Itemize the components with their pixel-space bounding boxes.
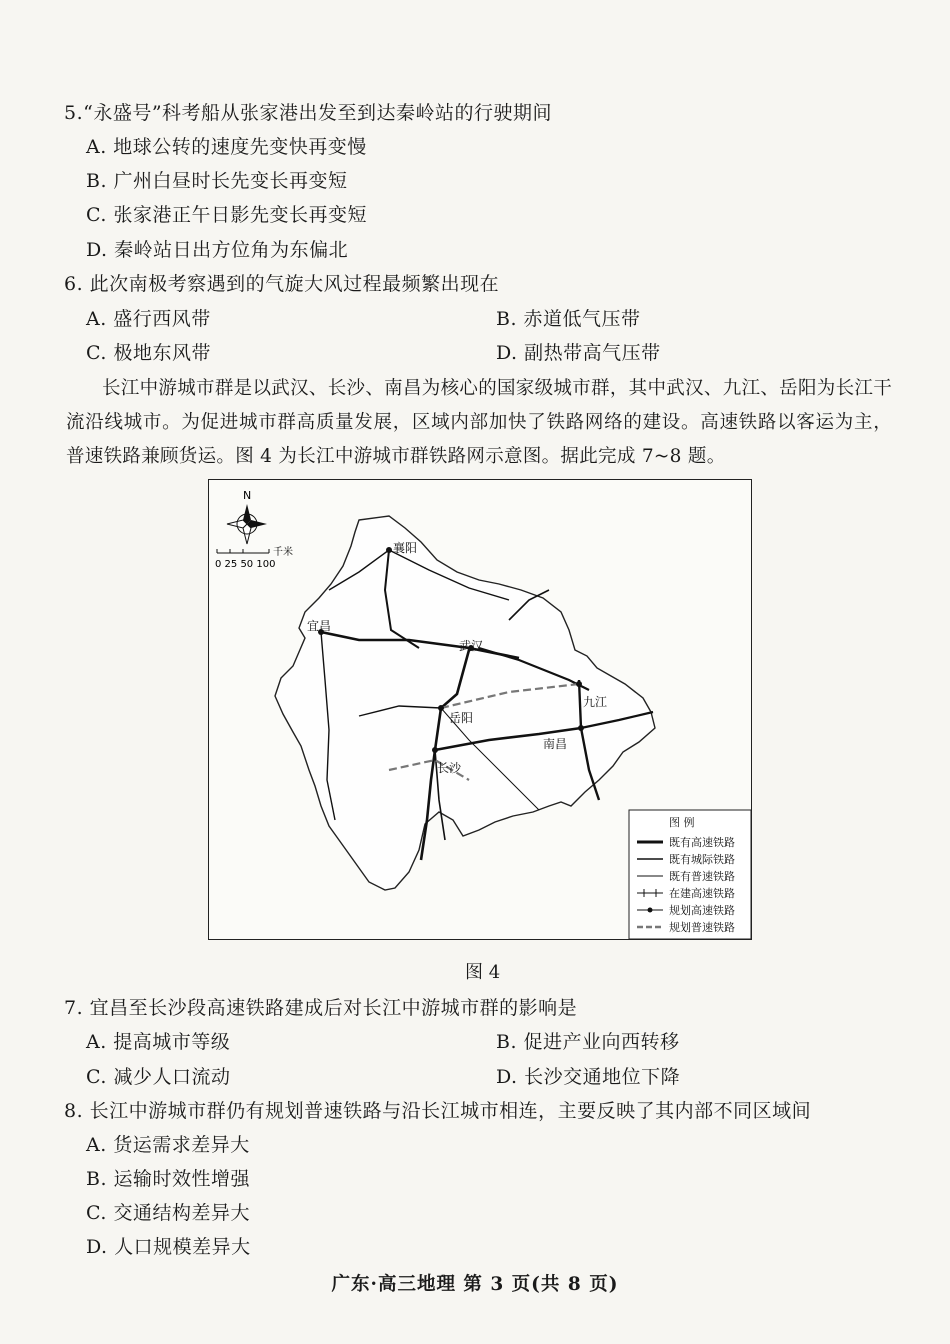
legend-item-existing-hsr: 既有高速铁路: [669, 836, 735, 849]
question-7-option-c: C. 减少人口流动: [86, 1066, 231, 1088]
question-8-option-a: A. 货运需求差异大: [86, 1134, 250, 1156]
legend-item-planned-hsr: 规划高速铁路: [669, 904, 735, 917]
legend-title: 图 例: [669, 816, 695, 829]
question-6-option-a: A. 盛行西风带: [86, 308, 211, 330]
question-8-stem: 8. 长江中游城市群仍有规划普速铁路与沿长江城市相连，主要反映了其内部不同区域间: [64, 1100, 812, 1122]
city-label-wuhan: 武汉: [459, 639, 484, 653]
city-dot-yueyang: [438, 705, 444, 711]
legend-item-existing-conventional: 既有普速铁路: [669, 870, 735, 883]
city-dot-nanchang: [578, 725, 584, 731]
figure-caption: 图 4: [465, 962, 501, 983]
legend-item-building-hsr: 在建高速铁路: [669, 887, 735, 900]
question-6-option-c: C. 极地东风带: [86, 342, 211, 364]
scale-ticks: 0 25 50 100: [215, 559, 276, 570]
north-label: N: [243, 489, 252, 502]
question-5-option-a: A. 地球公转的速度先变快再变慢: [86, 136, 367, 158]
legend-item-existing-intercity: 既有城际铁路: [669, 853, 735, 866]
question-7-option-a: A. 提高城市等级: [86, 1031, 231, 1053]
city-label-yichang: 宜昌: [307, 619, 332, 633]
scale-unit: 千米: [273, 547, 293, 558]
scale-bar: [215, 545, 293, 570]
legend-item-planned-conventional: 规划普速铁路: [669, 921, 735, 934]
question-7-option-d: D. 长沙交通地位下降: [496, 1066, 681, 1088]
page-footer: 广东·高三地理 第 3 页(共 8 页): [331, 1274, 619, 1295]
question-8-option-b: B. 运输时效性增强: [86, 1168, 251, 1190]
question-7-stem: 7. 宜昌至长沙段高速铁路建成后对长江中游城市群的影响是: [64, 997, 578, 1019]
city-label-nanchang: 南昌: [543, 737, 568, 751]
question-5-stem: 5.“永盛号”科考船从张家港出发至到达秦岭站的行驶期间: [64, 102, 553, 124]
question-6-option-d: D. 副热带高气压带: [496, 342, 661, 364]
city-label-yueyang: 岳阳: [449, 711, 474, 725]
railway-map-figure: [208, 479, 752, 940]
passage-text: 长江中游城市群是以武汉、长沙、南昌为核心的国家级城市群，其中武汉、九江、岳阳为长江干流沿线城市。为促进城市群高质量发展，区域内部加快了铁路网络的建设。高速铁路以客运为主，普速铁路兼顾货运。图 4 为长江中游城市群铁路网示意图。据此完成 7~8 题。: [66, 378, 892, 467]
question-6-option-b: B. 赤道低气压带: [496, 308, 641, 330]
city-label-jiujiang: 九江: [583, 695, 608, 709]
map-legend: [629, 810, 751, 939]
city-dot-jiujiang: [576, 681, 582, 687]
city-label-changsha: 长沙: [437, 761, 462, 775]
question-5-option-b: B. 广州白昼时长先变长再变短: [86, 170, 348, 192]
question-8-option-c: C. 交通结构差异大: [86, 1202, 250, 1224]
question-5-option-c: C. 张家港正午日影先变长再变短: [86, 204, 367, 226]
city-dot-changsha: [432, 747, 438, 753]
question-5-option-d: D. 秦岭站日出方位角为东偏北: [86, 239, 349, 261]
question-7-option-b: B. 促进产业向西转移: [496, 1031, 680, 1053]
city-label-xiangyang: 襄阳: [393, 541, 418, 555]
city-dot-xiangyang: [386, 547, 392, 553]
compass-icon: [227, 489, 267, 544]
question-6-stem: 6. 此次南极考察遇到的气旋大风过程最频繁出现在: [64, 273, 500, 295]
question-8-option-d: D. 人口规模差异大: [86, 1236, 251, 1258]
